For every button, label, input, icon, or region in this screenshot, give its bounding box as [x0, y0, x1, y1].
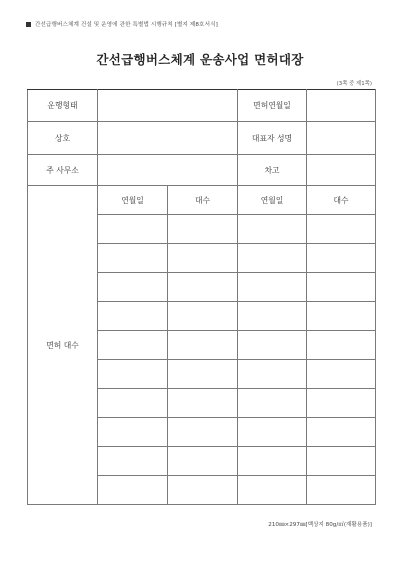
- main-office-value[interactable]: [98, 155, 238, 186]
- count-cell[interactable]: [307, 273, 376, 302]
- date-cell[interactable]: [98, 360, 168, 389]
- count-cell[interactable]: [168, 215, 238, 244]
- operation-type-value[interactable]: [98, 90, 238, 122]
- count-cell[interactable]: [307, 302, 376, 331]
- document-title: 간선급행버스체계 운송사업 면허대장: [96, 52, 304, 67]
- date-cell[interactable]: [238, 360, 307, 389]
- date-cell[interactable]: [238, 244, 307, 273]
- main-office-label: 주 사무소: [28, 155, 98, 186]
- date-cell[interactable]: [98, 447, 168, 476]
- form-reference-text: 간선급행버스체계 건설 및 운영에 관한 특별법 시행규칙 [별지 제8호서식]: [35, 22, 218, 28]
- license-date-value[interactable]: [307, 90, 376, 122]
- date-cell[interactable]: [98, 273, 168, 302]
- representative-value[interactable]: [307, 122, 376, 155]
- count-cell[interactable]: [168, 360, 238, 389]
- column-header-count-2: 대수: [307, 186, 376, 215]
- square-bullet-icon: [26, 22, 31, 27]
- company-name-label: 상호: [28, 122, 98, 155]
- count-cell[interactable]: [168, 476, 238, 505]
- garage-value[interactable]: [307, 155, 376, 186]
- date-cell[interactable]: [238, 273, 307, 302]
- date-cell[interactable]: [98, 418, 168, 447]
- count-cell[interactable]: [168, 302, 238, 331]
- count-cell[interactable]: [307, 244, 376, 273]
- count-cell[interactable]: [168, 273, 238, 302]
- count-cell[interactable]: [307, 215, 376, 244]
- count-cell[interactable]: [307, 476, 376, 505]
- count-cell[interactable]: [168, 389, 238, 418]
- date-cell[interactable]: [238, 447, 307, 476]
- count-cell[interactable]: [168, 331, 238, 360]
- date-cell[interactable]: [238, 418, 307, 447]
- column-header-date-1: 연월일: [98, 186, 168, 215]
- count-cell[interactable]: [168, 244, 238, 273]
- date-cell[interactable]: [98, 244, 168, 273]
- count-cell[interactable]: [307, 389, 376, 418]
- license-date-label: 면허연월일: [238, 90, 307, 122]
- date-cell[interactable]: [238, 476, 307, 505]
- representative-label: 대표자 성명: [238, 122, 307, 155]
- paper-spec-note: 210㎜×297㎜[백상지 80g/㎡(재활용품)]: [268, 522, 372, 528]
- ledger-table: [27, 89, 376, 505]
- date-cell[interactable]: [238, 215, 307, 244]
- count-cell[interactable]: [168, 418, 238, 447]
- count-cell[interactable]: [307, 447, 376, 476]
- form-reference: [26, 20, 218, 28]
- company-name-value[interactable]: [98, 122, 238, 155]
- date-cell[interactable]: [98, 331, 168, 360]
- garage-label: 차고: [238, 155, 307, 186]
- count-cell[interactable]: [307, 360, 376, 389]
- column-header-count-1: 대수: [168, 186, 238, 215]
- column-header-date-2: 연월일: [238, 186, 307, 215]
- date-cell[interactable]: [98, 476, 168, 505]
- date-cell[interactable]: [98, 389, 168, 418]
- count-cell[interactable]: [168, 447, 238, 476]
- date-cell[interactable]: [238, 302, 307, 331]
- license-count-label: 면허 대수: [28, 186, 98, 505]
- count-cell[interactable]: [307, 418, 376, 447]
- operation-type-label: 운행형태: [28, 90, 98, 122]
- page-count: (3쪽 중 제1쪽): [336, 81, 372, 87]
- date-cell[interactable]: [98, 215, 168, 244]
- date-cell[interactable]: [238, 331, 307, 360]
- count-cell[interactable]: [307, 331, 376, 360]
- date-cell[interactable]: [98, 302, 168, 331]
- date-cell[interactable]: [238, 389, 307, 418]
